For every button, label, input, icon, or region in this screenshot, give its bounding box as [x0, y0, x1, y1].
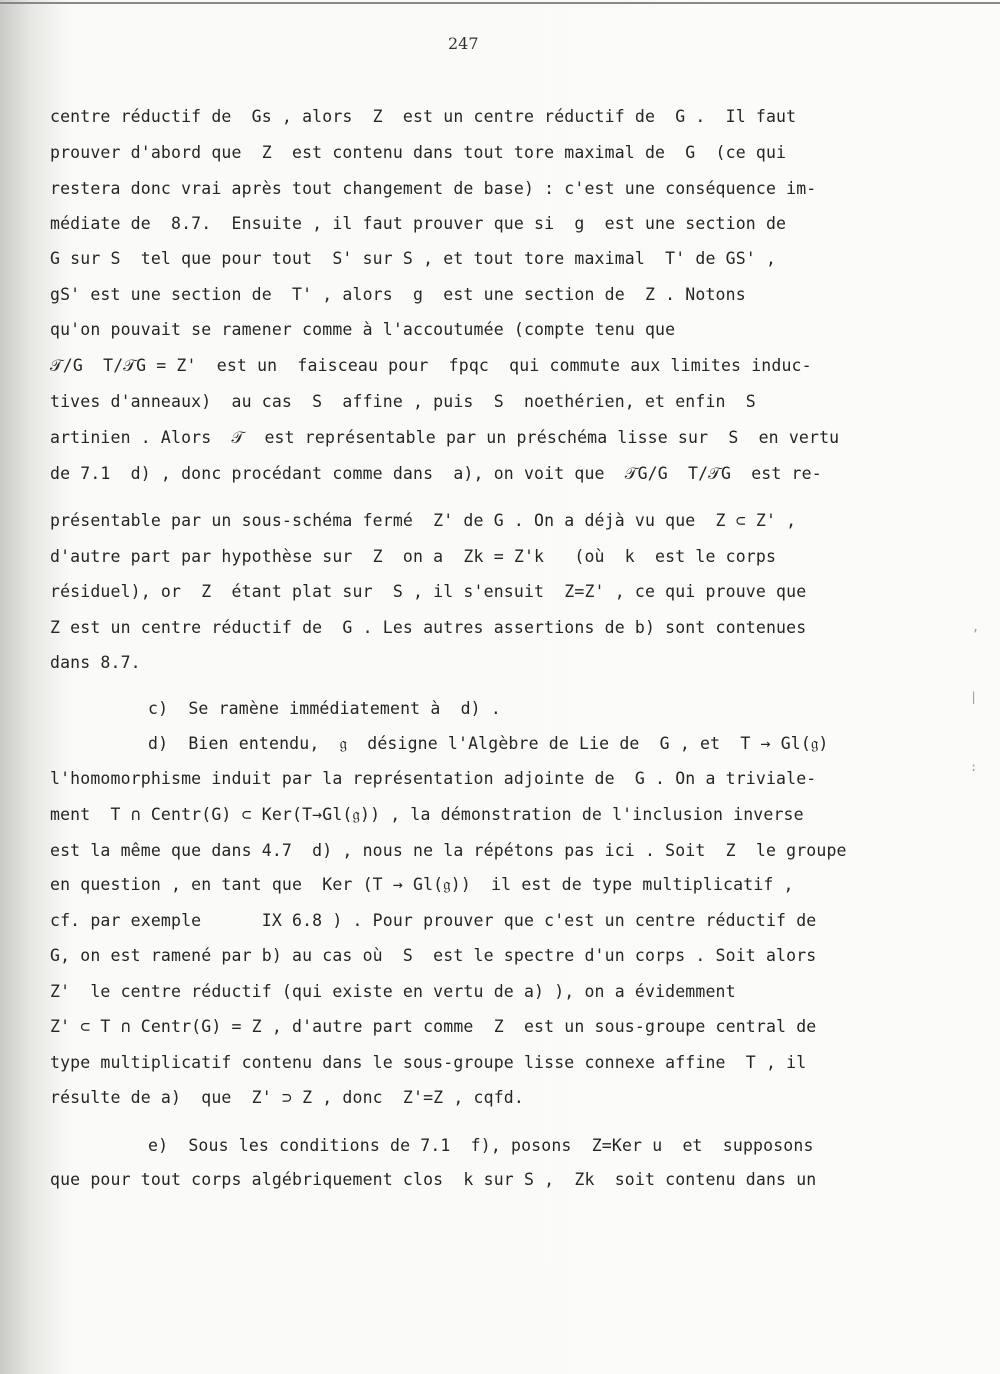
text-line: ment T ∩ Centr(G) ⊂ Ker(T→Gl(𝔤)) , la démonstration de l'inclusion inverse — [50, 805, 804, 824]
text-line: 𝒯/G T/𝒯G = Z' est un faisceau pour fpqc qui commute aux limites induc- — [50, 356, 812, 375]
text-line: d'autre part par hypothèse sur Z on a Zk = Z'k (où k est le corps — [50, 547, 777, 566]
text-line: l'homomorphisme induit par la représentation adjointe de G . On a triviale- — [50, 769, 817, 788]
text-line: dans 8.7. — [50, 653, 141, 672]
text-line: qu'on pouvait se ramener comme à l'accoutumée (compte tenu que — [50, 320, 676, 339]
text-line: de 7.1 d) , donc procédant comme dans a), on voit que 𝒯G/G T/𝒯G est re- — [50, 464, 822, 483]
text-line-indented: d) Bien entendu, 𝔤 désigne l'Algèbre de Lie de G , et T → Gl(𝔤) — [148, 734, 829, 753]
margin-smudge: | — [970, 690, 978, 704]
text-line: artinien . Alors 𝒯 est représentable par un préschéma lisse sur S en vertu — [50, 428, 840, 447]
text-line: Z' le centre réductif (qui existe en vertu de a) ), on a évidemment — [50, 982, 736, 1001]
margin-smudge: ‚ — [972, 620, 980, 634]
page-number: 247 — [448, 34, 479, 53]
text-line: que pour tout corps algébriquement clos k sur S , Zk soit contenu dans un — [50, 1170, 817, 1189]
text-line: tives d'anneaux) au cas S affine , puis S noethérien, et enfin S — [50, 392, 756, 411]
text-line: présentable par un sous-schéma fermé Z' de G . On a déjà vu que Z ⊂ Z' , — [50, 511, 797, 530]
text-line: prouver d'abord que Z est contenu dans tout tore maximal de G (ce qui — [50, 143, 787, 162]
text-line-indented: e) Sous les conditions de 7.1 f), posons Z=Ker u et supposons — [148, 1136, 814, 1155]
text-line: restera donc vrai après tout changement de base) : c'est une conséquence im- — [50, 179, 817, 198]
text-line: en question , en tant que Ker (T → Gl(𝔤)) il est de type multiplicatif , — [50, 875, 794, 894]
text-line: gS' est une section de T' , alors g est une section de Z . Notons — [50, 285, 746, 304]
text-line: cf. par exemple IX 6.8 ) . Pour prouver que c'est un centre réductif de — [50, 911, 817, 930]
text-line: résiduel), or Z étant plat sur S , il s'ensuit Z=Z' , ce qui prouve que — [50, 582, 807, 601]
text-line-indented: c) Se ramène immédiatement à d) . — [148, 699, 501, 718]
text-line: est la même que dans 4.7 d) , nous ne la répétons pas ici . Soit Z le groupe — [50, 841, 847, 860]
margin-smudge: : — [970, 760, 978, 774]
text-line: G, on est ramené par b) au cas où S est le spectre d'un corps . Soit alors — [50, 946, 817, 965]
text-line: Z' ⊂ T ∩ Centr(G) = Z , d'autre part comme Z est un sous-groupe central de — [50, 1017, 817, 1036]
text-line: type multiplicatif contenu dans le sous-groupe lisse connexe affine T , il — [50, 1053, 807, 1072]
text-line: centre réductif de Gs , alors Z est un centre réductif de G . Il faut — [50, 107, 797, 126]
text-line: G sur S tel que pour tout S' sur S , et tout tore maximal T' de GS' , — [50, 249, 777, 268]
text-line: Z est un centre réductif de G . Les autres assertions de b) sont contenues — [50, 618, 807, 637]
top-rule — [0, 2, 1000, 4]
text-line: médiate de 8.7. Ensuite , il faut prouver que si g est une section de — [50, 214, 787, 233]
text-line: résulte de a) que Z' ⊃ Z , donc Z'=Z , cqfd. — [50, 1088, 524, 1107]
